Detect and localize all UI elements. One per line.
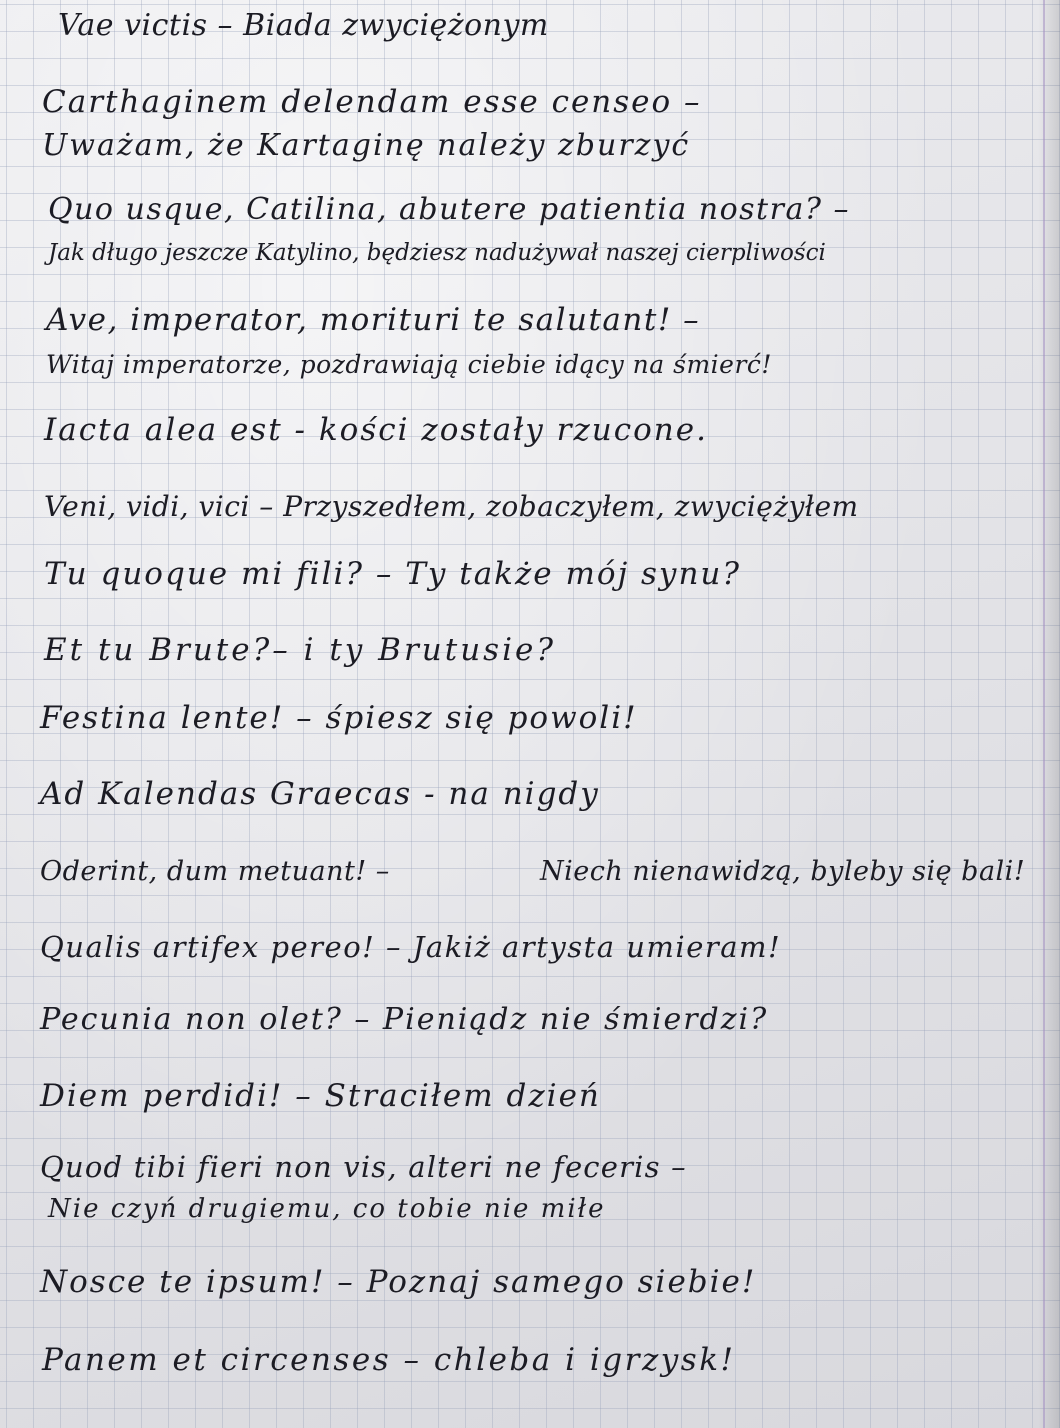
polish-translation: Przyszedłem, zobaczyłem, zwyciężyłem [283,490,859,523]
polish-translation: Witaj imperatorze, pozdrawiają ciebie idący na śmierć! [46,350,772,379]
latin-phrase: Et tu Brute? [44,632,273,668]
latin-phrase: Ad Kalendas Graecas [40,776,413,812]
polish-translation: i ty Brutusie? [303,632,556,668]
polish-translation: Nie czyń drugiemu, co tobie nie miłe [48,1194,606,1224]
polish-translation: Jak długo jeszcze Katylino, będziesz nadużywał naszej cierpliwości [48,240,826,266]
phrase-line: Panem et circenses – chleba i igrzysk! [42,1342,736,1378]
latin-phrase: Oderint, dum metuant! – [40,856,390,887]
polish-translation: chleba i igrzysk! [433,1342,736,1378]
phrase-line: Et tu Brute?– i ty Brutusie? [44,632,556,668]
phrase-line: Qualis artifex pereo! – Jakiż artysta umieram! [40,930,782,964]
polish-translation: Poznaj samego siebie! [366,1264,757,1300]
polish-translation: Uważam, że Kartaginę należy zburzyć [42,128,691,163]
latin-phrase: Qualis artifex pereo! [40,930,376,964]
latin-phrase: Diem perdidi! [40,1078,284,1114]
latin-phrase: Iacta alea est [44,412,283,448]
phrase-line: Nosce te ipsum! – Poznaj samego siebie! [40,1264,757,1300]
phrase-line: Festina lente! – śpiesz się powoli! [40,700,638,736]
latin-phrase: Nosce te ipsum! [40,1264,326,1300]
latin-phrase: Vae victis [58,8,208,43]
polish-translation: Straciłem dzień [324,1078,601,1114]
page-edge-shadow [1038,0,1060,1428]
phrase-line: Diem perdidi! – Straciłem dzień [40,1078,601,1114]
latin-phrase: Veni, vidi, vici [44,490,250,523]
latin-phrase: Quod tibi fieri non vis, alteri ne feceris – [40,1150,687,1184]
phrase-line: Iacta alea est - kości zostały rzucone. [44,412,708,448]
phrase-line: Tu quoque mi fili? – Ty także mój synu? [44,556,742,592]
latin-phrase: Pecunia non olet? [40,1002,343,1037]
polish-translation: Biada zwyciężonym [243,8,549,43]
polish-translation: na nigdy [448,776,600,812]
phrase-line: Veni, vidi, vici – Przyszedłem, zobaczyłem, zwyciężyłem [44,490,859,523]
polish-translation: Pieniądz nie śmierdzi? [382,1002,769,1037]
polish-translation: Jakiż artysta umieram! [412,930,782,964]
phrase-line: Ad Kalendas Graecas - na nigdy [40,776,600,812]
polish-translation: śpiesz się powoli! [325,700,638,736]
latin-phrase: Ave, imperator, morituri te salutant! – [46,302,701,338]
latin-phrase: Quo usque, Catilina, abutere patientia nostra? – [48,192,850,227]
latin-phrase: Carthaginem delendam esse censeo – [42,84,702,120]
polish-translation: Niech nienawidzą, byleby się bali! [540,856,1026,887]
phrase-line: Pecunia non olet? – Pieniądz nie śmierdzi? [40,1002,769,1037]
latin-phrase: Festina lente! [40,700,285,736]
polish-translation: kości zostały rzucone. [318,412,708,448]
phrase-line: Vae victis – Biada zwyciężonym [58,8,549,43]
polish-translation: Ty także mój synu? [405,556,742,592]
latin-phrase: Panem et circenses [42,1342,392,1378]
latin-phrase: Tu quoque mi fili? [44,556,364,592]
